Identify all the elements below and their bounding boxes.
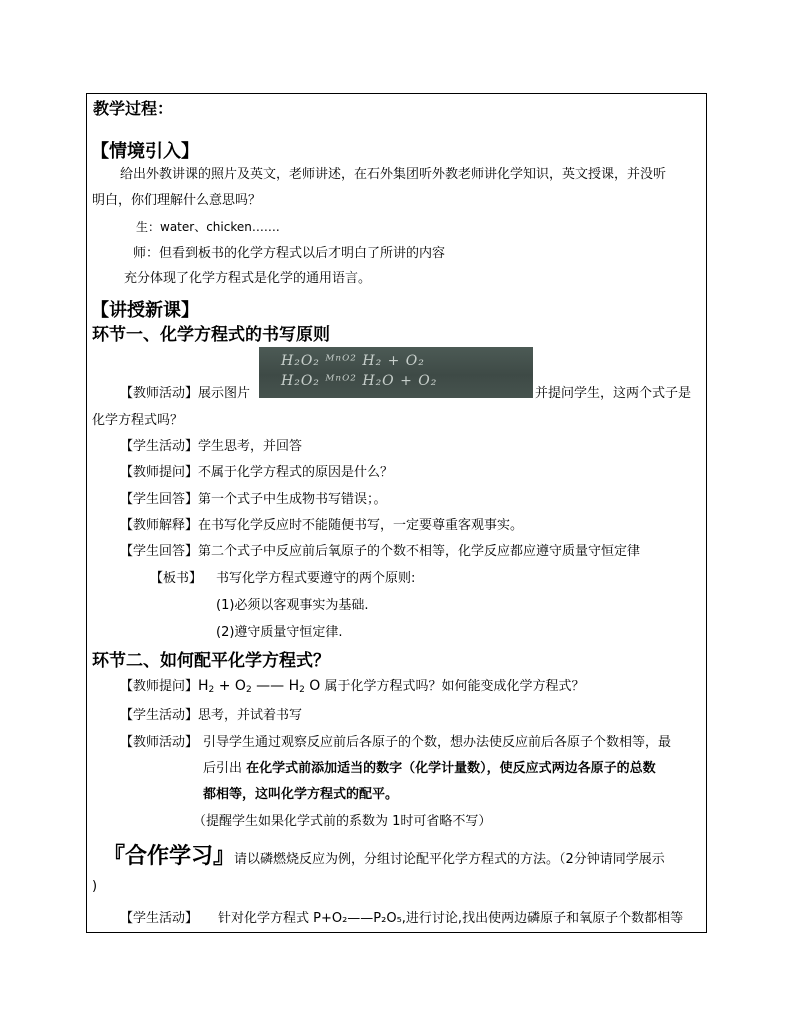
coop-description: 请以磷燃烧反应为例，分组讨论配平化学方程式的方法。（2分钟请同学展示 [234,852,665,867]
equation-sub-3: 2 [299,685,305,695]
section1-title: 环节一、化学方程式的书写原则 [92,325,330,345]
student-answer-2: 【学生回答】第二个式子中反应前后氧原子的个数不相等，化学反应都应遵守质量守恒定律 [120,544,641,559]
teacher-question-2 [120,677,584,699]
teacher-question-2-text: 属于化学方程式吗？如何能变成化学方程式？ [320,679,585,694]
student-activity-3-tag: 【学生活动】 [120,911,199,926]
teacher-activity-2-line2 [203,760,656,778]
coop-title: 『合作学习』 [103,844,236,869]
student-activity-2: 【学生活动】思考，并试着书写 [120,708,303,723]
teacher-activity-1-line2: 化学方程式吗？ [92,413,184,428]
principle-2: (2)遵守质量守恒定律. [216,625,343,640]
scene-summary: 充分体现了化学方程式是化学的通用语言。 [124,271,372,286]
student-activity-1: 【学生活动】学生思考，并回答 [120,439,303,454]
board-principles: 书写化学方程式要遵守的两个原则: [216,571,416,586]
blackboard-image [259,347,533,398]
equation-plus-o: + O [214,678,246,694]
equation-sub-1: 2 [208,685,215,695]
lecture-title: 【讲授新课】 [91,300,199,321]
student-activity-3-text: 针对化学方程式 P+O₂——P₂O₅,进行讨论,找出使两边磷原子和氧原子个数都相等 [218,911,684,926]
equation-h: H [198,678,209,694]
process-heading: 教学过程： [93,99,174,118]
teacher-activity-1-cont: 并提问学生，这两个式子是 [535,386,692,401]
teacher-activity-2-bold: 在化学式前添加适当的数字（化学计量数），使反应式两边各原子的总数 [246,761,656,776]
teacher-activity-1: 【教师活动】展示图片 [120,386,251,401]
equation-dash-h: —— H [251,678,300,694]
student-answer-1: 【学生回答】第一个式子中生成物书写错误；。 [120,492,387,507]
coop-description-end: ) [92,879,98,894]
teacher-activity-2-line3: 都相等，这叫化学方程式的配平。 [203,787,399,802]
teacher-question-1: 【教师提问】不属于化学方程式的原因是什么？ [120,465,394,480]
equation-sub-2: 2 [245,685,252,695]
coefficient-reminder: （提醒学生如果化学式前的系数为 1时可省略不写） [193,814,492,829]
teacher-question-2-tag: 【教师提问】 [120,679,199,694]
section2-title: 环节二、如何配平化学方程式？ [92,651,330,671]
scene-paragraph-line2: 明白，你们理解什么意思吗？ [92,193,262,208]
teacher-activity-2-line1: 引导学生通过观察反应前后各原子的个数，想办法使反应前后各原子个数相等，最 [203,735,672,750]
equation-o: O [304,678,321,694]
teacher-explanation: 【教师解释】在书写化学反应时不能随便书写，一定要尊重客观事实。 [120,518,524,533]
board-equation-1: H₂O₂ ᴹⁿᴼ² H₂ + O₂ [281,353,425,369]
board-equation-2: H₂O₂ ᴹⁿᴼ² H₂O + O₂ [281,373,438,389]
scene-title: 【情境引入】 [91,141,199,162]
teacher-activity-2-tag: 【教师活动】 [120,735,199,750]
scene-paragraph-line1: 给出外教讲课的照片及英文，老师讲述，在石外集团听外教老师讲化学知识，英文授课，并没听 [120,167,667,182]
student-reply: 生：water、chicken……. [136,220,280,234]
principle-1: (1)必须以客观事实为基础. [216,598,369,613]
teacher-reply: 师：但看到板书的化学方程式以后才明白了所讲的内容 [133,246,446,261]
teacher-activity-2-lead: 后引出 [203,761,247,776]
board-tag: 【板书】 [150,571,203,586]
